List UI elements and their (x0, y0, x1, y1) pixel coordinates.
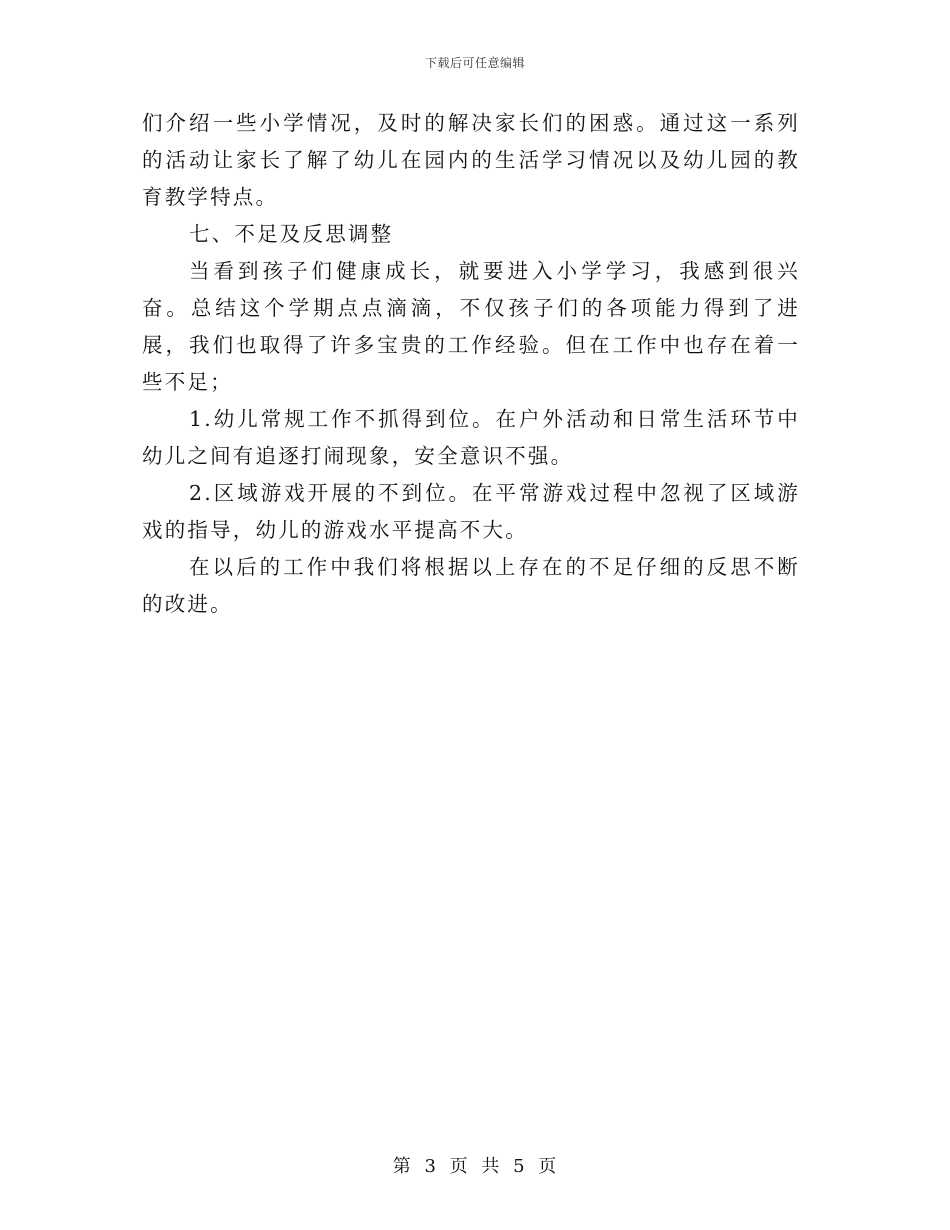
page-number: 第 3 页 共 5 页 (392, 1156, 558, 1177)
list-item: 1.幼儿常规工作不抓得到位。在户外活动和日常生活环节中幼儿之间有追逐打闹现象，安全意识不强。 (142, 407, 800, 468)
header-note: 下载后可任意编辑 (424, 56, 525, 70)
paragraph-continuation: 们介绍一些小学情况，及时的解决家长们的困惑。通过这一系列的活动让家长了解了幼儿在园内的生活学习情况以及幼儿园的教育教学特点。 (142, 111, 800, 209)
paragraph: 当看到孩子们健康成长，就要进入小学学习，我感到很兴奋。总结这个学期点点滴滴，不仅孩子们的各项能力得到了进展，我们也取得了许多宝贵的工作经验。但在工作中也存在着一些不足； (142, 259, 800, 394)
section-heading: 七、不足及反思调整 (189, 222, 394, 246)
paragraph: 在以后的工作中我们将根据以上存在的不足仔细的反思不断的改进。 (142, 555, 800, 616)
list-item: 2.区域游戏开展的不到位。在平常游戏过程中忽视了区域游戏的指导，幼儿的游戏水平提高不大。 (142, 481, 800, 542)
document-body (142, 105, 800, 623)
